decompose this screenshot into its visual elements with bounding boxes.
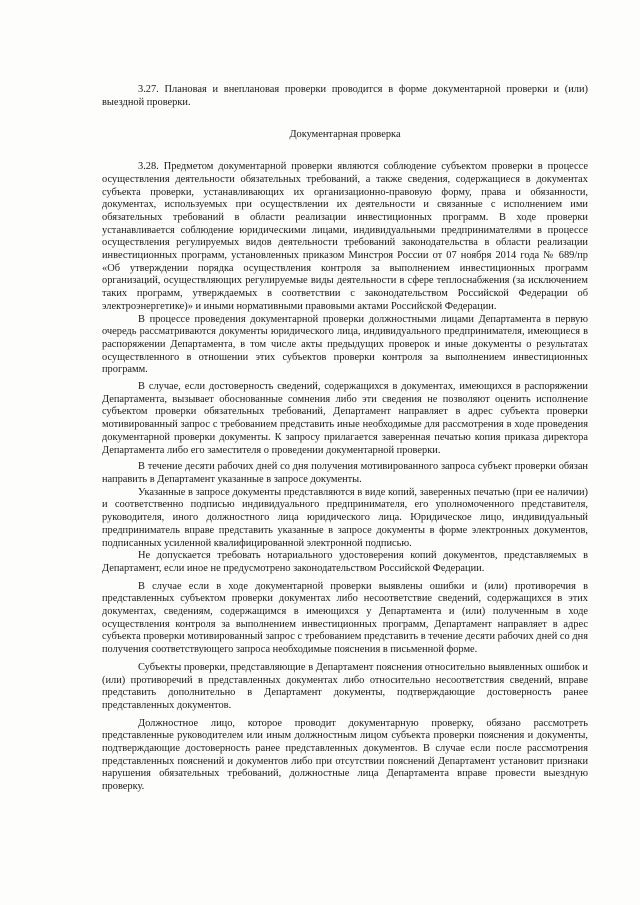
paragraph-errors: В случае если в ходе документарной проверки выявлены ошибки и (или) противоречия в представленных субъектом проверки документах либо несоответствие сведений, содержащихся в этих документах, сведениям, содержащимся в имеющихся у Департамента и (или) полученным в ходе осуществления контроля за выполнением инвестиционных программ, Департамент направляет в адрес субъекта проверки мотивированный запрос с требованием представить в течение десяти рабочих дней со дня получения соответствующего запроса необходимые пояснения в письменной форме.: [102, 580, 588, 656]
paragraph-first-order: В процессе проведения документарной проверки должностными лицами Департамента в первую очередь рассматриваются документы юридического лица, индивидуального предпринимателя, имеющиеся в распоряжении Департамента, в том числе акты предыдущих проверок и иные документы о результатах осуществленного в отношении этих субъектов проверки контроля за выполнением инвестиционных программ.: [102, 313, 588, 376]
paragraph-official: Должностное лицо, которое проводит документарную проверку, обязано рассмотреть представленные руководителем или иным должностным лицом субъекта проверки пояснения и документы, подтверждающие достоверность ранее представленных документов. В случае если после рассмотрения представленных пояснений и документов либо при отсутствии пояснений Департамент установит признаки нарушения обязательных требований, должностные лица Департамента вправе провести выездную проверку.: [102, 717, 588, 793]
section-heading: Документарная проверка: [289, 129, 401, 141]
paragraph-doubt: В случае, если достоверность сведений, содержащихся в документах, имеющихся в распоряжении Департамента, вызывает обоснованные сомнения либо эти сведения не позволяют оценить исполнение субъектом проверки обязательных требований, Департамент направляет в адрес субъекта проверки мотивированный запрос с требованием представить иные необходимые для рассмотрения в ходе проведения документарной проверки документы. К запросу прилагается заверенная печатью копия приказа директора Департамента либо его заместителя о проведении документарной проверки.: [102, 381, 588, 456]
document-body: [102, 84, 588, 794]
paragraph-copies: Указанные в запросе документы представляются в виде копий, заверенных печатью (при ее наличии) и соответственно подписью индивидуального предпринимателя, его уполномоченного представителя, руководителя, иного должностного лица юридического лица. Юридическое лицо, индивидуальный предприниматель вправе представить указанные в запросе документы в форме электронных документов, подписанных усиленной квалифицированной электронной подписью.: [102, 486, 588, 549]
paragraph-ten-days: В течение десяти рабочих дней со дня получения мотивированного запроса субъект проверки обязан направить в Департамент указанные в запросе документы.: [102, 461, 588, 485]
paragraph-notary: Не допускается требовать нотариального удостоверения копий документов, представляемых в Департамент, если иное не предусмотрено законодательством Российской Федерации.: [102, 550, 588, 574]
paragraph-subjects: Субъекты проверки, представляющие в Департамент пояснения относительно выявленных ошибок и (или) противоречий в представленных документах либо относительно несоответствия сведений, вправе представить дополнительно в Департамент документы, подтверждающие достоверность ранее представленных документов.: [102, 661, 588, 711]
paragraph-3-27: 3.27. Плановая и внеплановая проверки проводится в форме документарной проверки и (или) выездной проверки.: [102, 84, 588, 108]
paragraph-3-28: 3.28. Предметом документарной проверки являются соблюдение субъектом проверки в процессе осуществления деятельности обязательных требований, а также сведения, содержащиеся в документах субъекта проверки, устанавливающих их организационно-правовую форму, права и обязанности, документах, используемых при осуществлении их деятельности и связанные с исполнением ими обязательных требований в области реализации инвестиционных программ. В ходе проверки устанавливается соблюдение юридическими лицами, индивидуальными предпринимателями в процессе осуществления регулируемых видов деятельности требований законодательства в области реализации инвестиционных программ, установленных приказом Минстроя России от 07 ноября 2014 года № 689/пр «Об утверждении порядка осуществления контроля за выполнением инвестиционных программ организаций, осуществляющих регулируемые виды деятельности в сфере теплоснабжения (за исключением таких программ, утверждаемых в соответствии с законодательством Российской Федерации об электроэнергетике)» и иными нормативными правовыми актами Российской Федерации.: [102, 161, 588, 312]
